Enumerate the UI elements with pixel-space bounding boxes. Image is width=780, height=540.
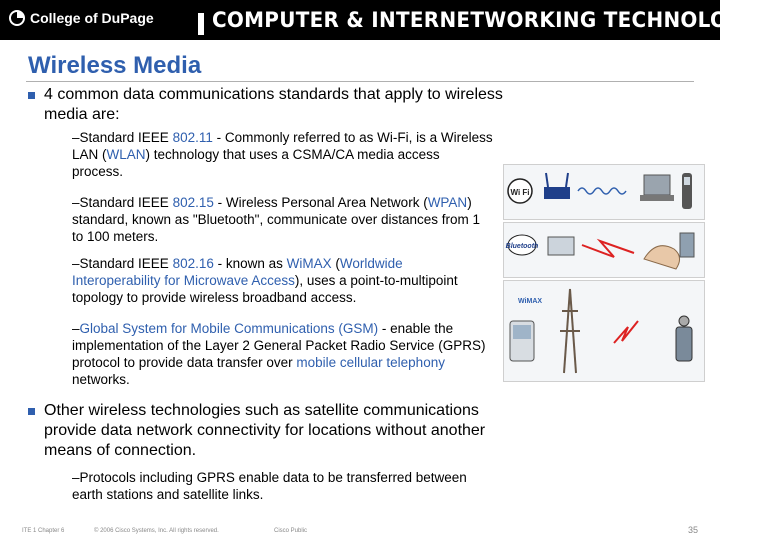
svg-text:Bluetooth: Bluetooth	[505, 243, 539, 250]
svg-text:Wi Fi: Wi Fi	[510, 188, 530, 197]
bullet-square-icon	[28, 408, 35, 415]
footer-classification: Cisco Public	[274, 528, 308, 534]
college-logo	[8, 9, 154, 27]
slide-title: Wireless Media	[28, 52, 202, 79]
sub-ieee-80215: –Standard IEEE 802.15 - Wireless Personal Area Network (WPAN) standard, known as "Bluetooth", communicate over distances from 1 to 100 meters.	[72, 195, 481, 244]
svg-text:WiMAX: WiMAX	[518, 298, 543, 305]
header-divider	[198, 13, 204, 35]
bluetooth-illustration	[503, 222, 705, 278]
college-emblem-icon	[8, 9, 26, 27]
sub-gprs: –Protocols including GPRS enable data to be transferred between earth stations and satellite links.	[72, 470, 467, 502]
wifi-illustration	[503, 164, 705, 220]
wifi-scene-icon	[504, 165, 704, 219]
bluetooth-scene-icon	[504, 223, 704, 277]
bullet-square-icon	[28, 92, 35, 99]
bullet-wireless-standards: 4 common data communications standards that apply to wireless media are:	[44, 85, 504, 125]
title-rule	[26, 81, 694, 82]
footer-course: ITE 1 Chapter 6	[22, 528, 65, 534]
sub-ieee-80216: –Standard IEEE 802.16 - known as WiMAX (Worldwide Interoperability for Microwave Access), uses a point-to-multipoint topology to provide wireless broadband access.	[72, 256, 458, 305]
college-name: College of DuPage	[30, 10, 154, 26]
header-bar	[0, 0, 780, 40]
wimax-tower-scene-icon	[504, 281, 704, 381]
bullet-satellite: Other wireless technologies such as satellite communications provide data network connectivity for locations without another means of connection.	[44, 401, 514, 461]
sub-gsm: –Global System for Mobile Communications (GSM) - enable the implementation of the Layer 2 General Packet Radio Service (GPRS) protocol to provide data transfer over mobile cellular telephony networks.	[72, 321, 486, 387]
wimax-gsm-illustration	[503, 280, 705, 382]
program-title: COMPUTER & INTERNETWORKING TECHNOLOGIES	[212, 8, 780, 32]
sub-ieee-80211: –Standard IEEE 802.11 - Commonly referred to as Wi-Fi, is a Wireless LAN (WLAN) technology that uses a CSMA/CA media access process.	[72, 130, 493, 179]
footer-copyright: © 2006 Cisco Systems, Inc. All rights reserved.	[94, 528, 219, 534]
page-number: 35	[687, 525, 698, 535]
